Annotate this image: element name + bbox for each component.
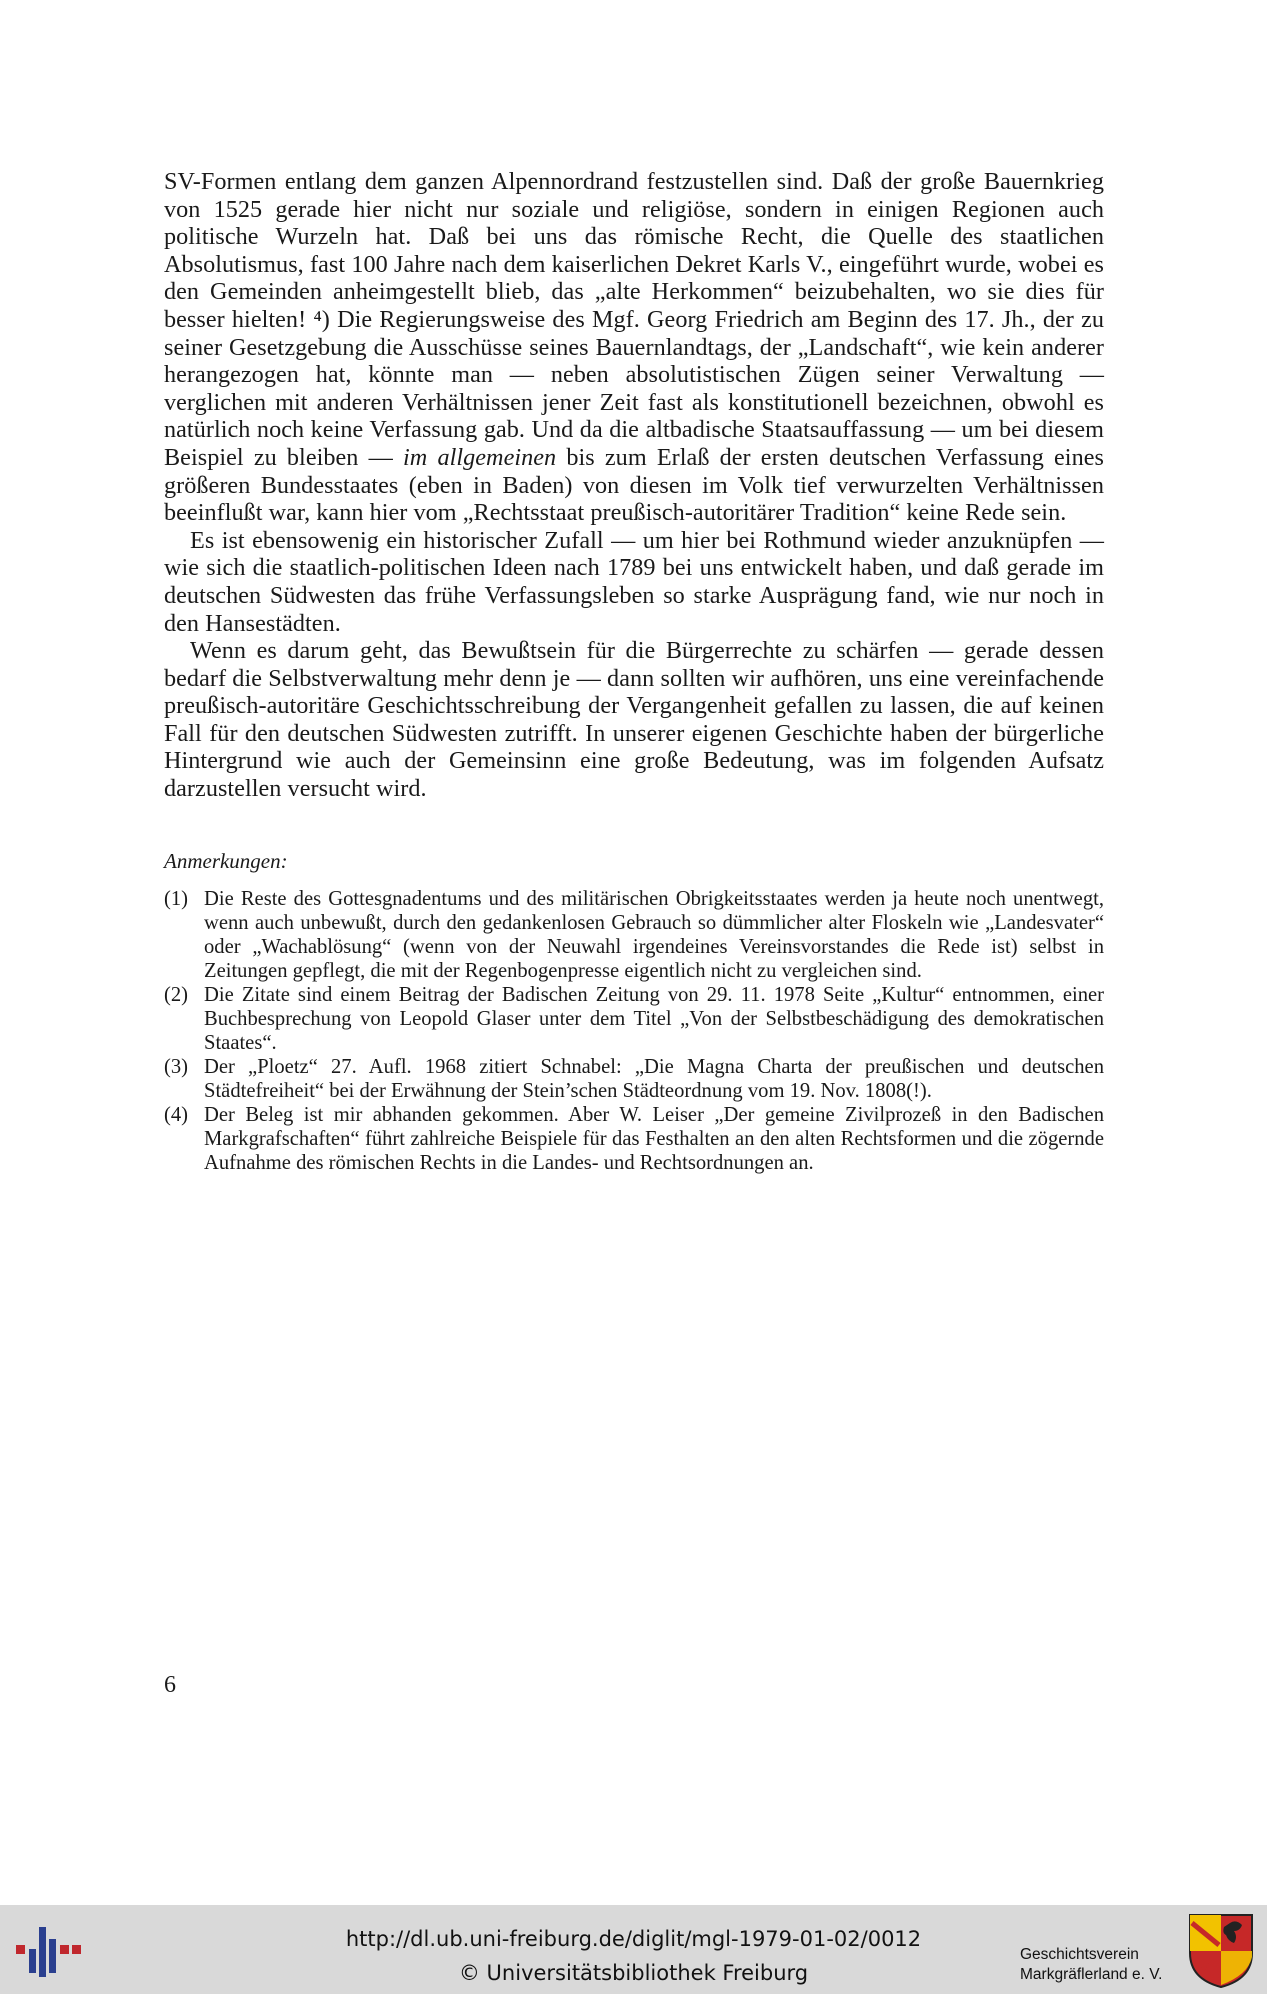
footer-org-line1: Geschichtsverein xyxy=(1020,1946,1139,1963)
footer-bar xyxy=(0,1905,1267,1994)
note-item xyxy=(164,1103,1104,1175)
body-text xyxy=(164,168,1104,803)
footer-org-line2: Markgräflerland e. V. xyxy=(1020,1966,1163,1983)
note-text: Der „Ploetz“ 27. Aufl. 1968 zitiert Schnabel: „Die Magna Charta der preußischen und deutschen Städtefreiheit“ bei der Erwähnung der Stein’schen Städteordnung vom 19. Nov. 1808(!). xyxy=(204,1055,1104,1102)
paragraph-1-text-a: SV-Formen entlang dem ganzen Alpennordrand festzustellen sind. Daß der große Bauernkrieg von 1525 gerade hier nicht nur soziale und religiöse, sondern in einigen Regionen auch politische Wurzeln hat. Daß bei uns das römische Recht, die Quelle des staatlichen Absolutismus, fast 100 Jahre nach dem kaiserlichen Dekret Karls V., eingeführt wurde, wobei es den Gemeinden anheimgestellt blieb, das „alte Herkommen“ beizubehalten, wo sie dies für besser hielten! ⁴) Die Regierungsweise des Mgf. Georg Friedrich am Beginn des 17. Jh., der zu seiner Gesetzgebung die Ausschüsse seines Bauernlandtags, der „Landschaft“, wie kein anderer herangezogen hat, könnte man — neben absolutistischen Zügen seiner Verwaltung — verglichen mit anderen Verhältnissen jener Zeit fast als konstitutionell bezeichnen, obwohl es natürlich noch keine Verfassung gab. Und da die altbadische Staatsauffassung — um bei diesem Beispiel zu bleiben — xyxy=(164,168,1104,471)
note-number: (3) xyxy=(164,1055,189,1078)
note-item xyxy=(164,1055,1104,1103)
footer-org-name xyxy=(1020,1945,1162,1985)
note-text: Die Reste des Gottesgnadentums und des militärischen Obrigkeitsstaates werden ja heute noch unentwegt, wenn auch unbewußt, durch den gedankenlosen Gebrauch so dümmlicher alter Floskeln wie „Landesvater“ oder „Wachablösung“ (wenn von der Neuwahl irgendeines Vereinsvorstandes die Rede ist) selbst in Zeitungen gepflegt, die mit der Regenbogenpresse eigentlich nicht zu vergleichen sind. xyxy=(204,887,1104,982)
paragraph-1-text-b: bis zum Erlaß der ersten deutschen Verfassung eines größeren Bundesstaates (eben in Baden) von diesen im Volk tief verwurzelten Verhältnissen beeinflußt war, kann hier vom „Rechtsstaat preußisch-autoritärer Tradition“ keine Rede sein. xyxy=(164,443,1104,527)
note-item xyxy=(164,887,1104,983)
note-item xyxy=(164,983,1104,1055)
note-number: (2) xyxy=(164,983,189,1006)
footer-copyright: © Universitätsbibliothek Freiburg xyxy=(458,1961,809,1985)
note-number: (4) xyxy=(164,1103,189,1126)
note-number: (1) xyxy=(164,887,189,910)
page-content xyxy=(164,168,1104,1175)
footer-url-link[interactable]: http://dl.ub.uni-freiburg.de/diglit/mgl-1979-01-02/0012 xyxy=(345,1927,922,1951)
page-number: 6 xyxy=(164,1672,176,1698)
paragraph-1-italic: im allgemeinen xyxy=(403,443,557,471)
notes-heading: Anmerkungen: xyxy=(164,848,288,873)
note-text: Die Zitate sind einem Beitrag der Badischen Zeitung von 29. 11. 1978 Seite „Kultur“ entnommen, einer Buchbesprechung von Leopold Glaser unter dem Titel „Von der Selbstbeschädigung des demokratischen Staates“. xyxy=(204,983,1104,1054)
coat-of-arms-icon[interactable] xyxy=(1188,1913,1254,1989)
notes-list xyxy=(164,887,1104,1175)
paragraph-1 xyxy=(164,168,1104,527)
note-text: Der Beleg ist mir abhanden gekommen. Aber W. Leiser „Der gemeine Zivilprozeß in den Badischen Markgrafschaften“ führt zahlreiche Beispiele für das Festhalten an den alten Rechtsformen und die zögernde Aufnahme des römischen Rechts in die Landes- und Rechtsordnungen an. xyxy=(204,1103,1104,1174)
paragraph-3: Wenn es darum geht, das Bewußtsein für die Bürgerrechte zu schärfen — gerade dessen bedarf die Selbstverwaltung mehr denn je — dann sollten wir aufhören, uns eine vereinfachende preußisch-autoritäre Geschichtsschreibung der Vergangenheit gefallen zu lassen, die auf keinen Fall für den deutschen Südwesten zutrifft. In unserer eigenen Geschichte haben der bürgerliche Hintergrund wie auch der Gemeinsinn eine große Bedeutung, was im folgenden Aufsatz darzustellen versucht wird. xyxy=(164,637,1104,803)
paragraph-2: Es ist ebensowenig ein historischer Zufall — um hier bei Rothmund wieder anzuknüpfen — wie sich die staatlich-politischen Ideen nach 1789 bei uns entwickelt haben, und daß gerade im deutschen Südwesten das frühe Verfassungsleben so starke Ausprägung fand, wie nur noch in den Hansestädten. xyxy=(164,526,1104,637)
